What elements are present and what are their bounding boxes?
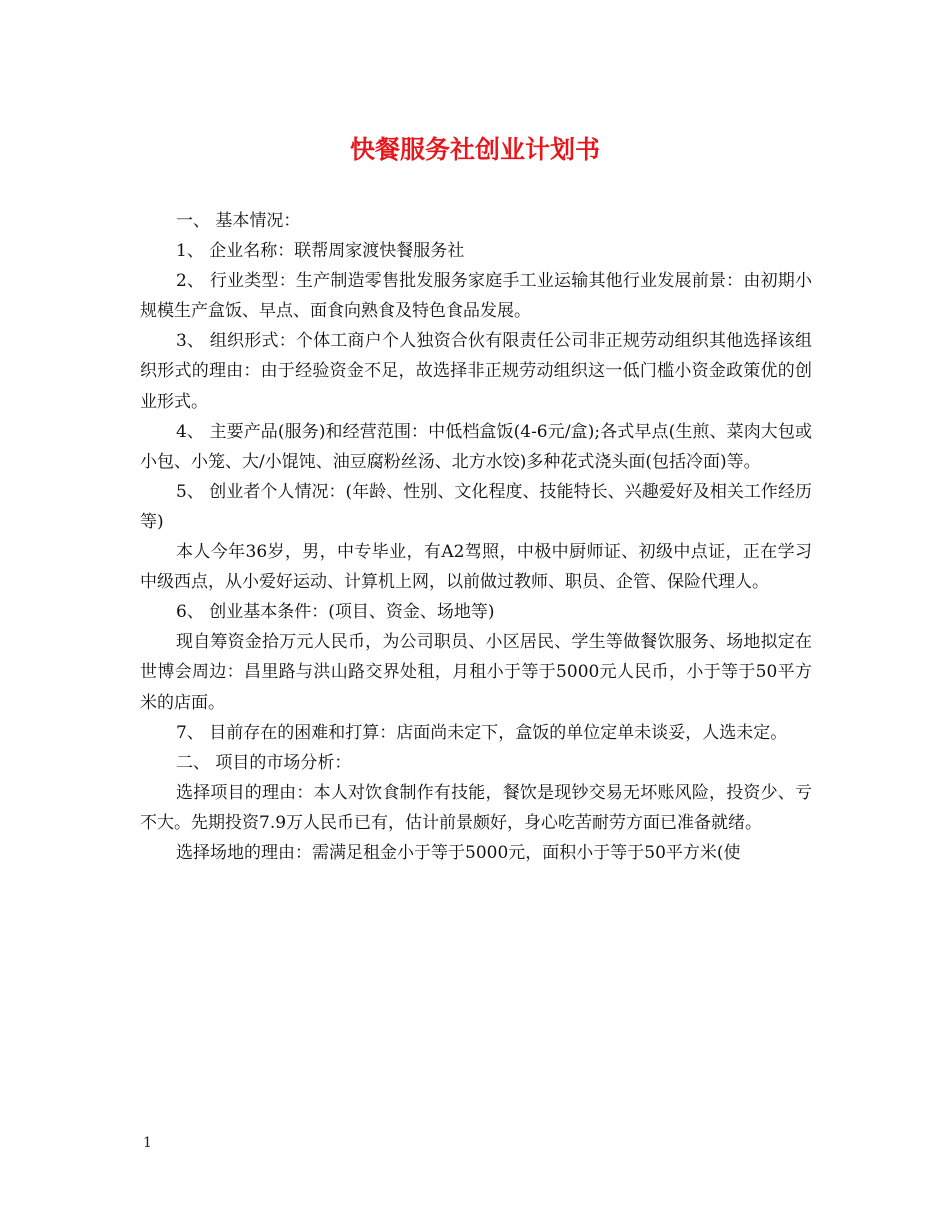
paragraph-project-reason: 选择项目的理由：本人对饮食制作有技能，餐饮是现钞交易无坏账风险，投资少、亏不大。先期投资7.9万人民币已有，估计前景颇好，身心吃苦耐劳方面已准备就绪。 bbox=[140, 782, 812, 833]
paragraph-main-products: 4、 主要产品(服务)和经营范围：中低档盒饭(4-6元/盒);各式早点(生煎、菜肉大包或小包、小笼、大/小馄饨、油豆腐粉丝汤、北方水饺)多种花式浇头面(包括冷面)等。 bbox=[140, 421, 812, 472]
document-title: 快餐服务社创业计划书 bbox=[349, 135, 600, 164]
document-body bbox=[140, 206, 812, 868]
paragraph-industry-type: 2、 行业类型：生产制造零售批发服务家庭手工业运输其他行业发展前景：由初期小规模生产盒饭、早点、面食向熟食及特色食品发展。 bbox=[140, 271, 812, 322]
paragraph-company-name: 1、 企业名称：联帮周家渡快餐服务社 bbox=[176, 241, 465, 262]
paragraph-market-analysis-heading: 二、 项目的市场分析： bbox=[176, 752, 352, 773]
paragraph-difficulties: 7、 目前存在的困难和打算：店面尚未定下，盒饭的单位定单未谈妥，人选未定。 bbox=[176, 722, 788, 743]
page-number: 1 bbox=[143, 1135, 152, 1151]
paragraph-basic-info-heading: 一、 基本情况： bbox=[176, 211, 301, 231]
paragraph-basic-conditions: 6、 创业基本条件：(项目、资金、场地等) bbox=[176, 602, 495, 623]
paragraph-founder-details: 本人今年36岁，男，中专毕业，有A2驾照，中极中厨师证、初级中点证，正在学习中级西点，从小爱好运动、计算机上网，以前做过教师、职员、企管、保险代理人。 bbox=[140, 542, 812, 593]
paragraph-founder-info: 5、 创业者个人情况：(年龄、性别、文化程度、技能特长、兴趣爱好及相关工作经历等) bbox=[140, 481, 812, 532]
paragraph-site-reason: 选择场地的理由：需满足租金小于等于5000元，面积小于等于50平方米(使 bbox=[176, 842, 741, 863]
paragraph-organization-form: 3、 组织形式：个体工商户个人独资合伙有限责任公司非正规劳动组织其他选择该组织形式的理由：由于经验资金不足，故选择非正规劳动组织这一低门槛小资金政策优的创业形式。 bbox=[140, 331, 812, 412]
paragraph-funds-and-site: 现自筹资金拾万元人民币，为公司职员、小区居民、学生等做餐饮服务、场地拟定在世博会周边：昌里路与洪山路交界处租，月租小于等于5000元人民币，小于等于50平方米的店面。 bbox=[140, 632, 812, 713]
